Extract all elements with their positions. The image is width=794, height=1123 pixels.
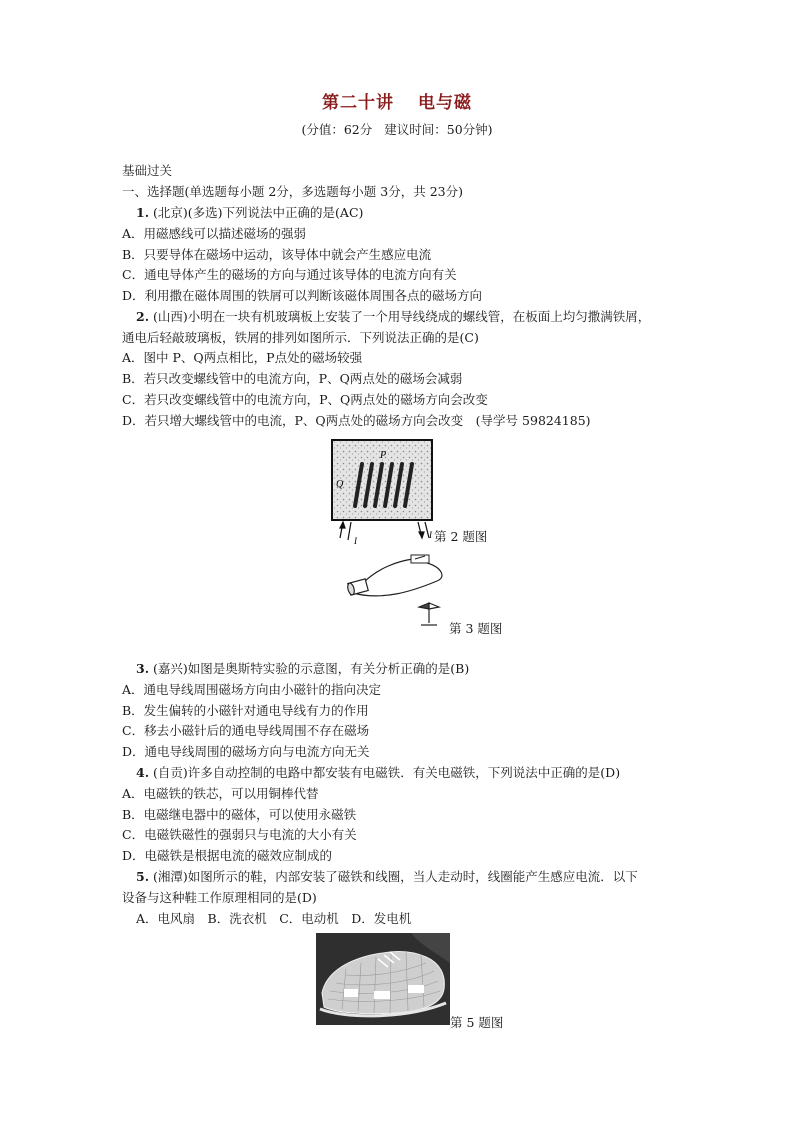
q1-option-d: D．利用撒在磁体周围的铁屑可以判断该磁体周围各点的磁场方向	[122, 288, 483, 303]
magnet-insert	[344, 989, 358, 997]
question-text: (自贡)许多自动控制的电路中都安装有电磁铁．有关电磁铁，下列说法中正确的是(D)	[153, 765, 621, 780]
q3-option-d: D．通电导线周围的磁场方向与电流方向无关	[122, 744, 370, 759]
question-5-stem-line2: 设备与这种鞋工作原理相同的是(D)	[122, 890, 317, 905]
q3-option-c: C．移去小磁针后的通电导线周围不存在磁场	[122, 723, 370, 738]
question-text: (北京)(多选)下列说法中正确的是(AC)	[153, 205, 364, 220]
coil-insert	[374, 991, 390, 999]
question-4-stem	[136, 764, 620, 782]
q5-options: A．电风扇 B．洗衣机 C．电动机 D．发电机	[136, 911, 412, 926]
figure-2-caption: 第 2 题图	[434, 529, 488, 544]
question-text: (山西)小明在一块有机玻璃板上安装了一个用导线绕成的螺线管，在板面上均匀撒满铁屑，	[153, 309, 651, 324]
question-2-stem-line1	[136, 308, 650, 326]
magnetic-needle	[419, 603, 439, 625]
switch	[411, 555, 429, 563]
q4-option-a: A．电磁铁的铁芯，可以用铜棒代替	[122, 786, 319, 801]
q2-option-b: B．若只改变螺线管中的电流方向，P、Q两点处的磁场会减弱	[122, 371, 463, 386]
current-label-right: I	[429, 530, 432, 540]
q3-option-a: A．通电导线周围磁场方向由小磁针的指向决定	[122, 682, 382, 697]
q2-option-c: C．若只改变螺线管中的电流方向，P、Q两点处的磁场方向会改变	[122, 392, 488, 407]
q4-option-c: C．电磁铁磁性的强弱只与电流的大小有关	[122, 827, 357, 842]
page-title	[0, 88, 794, 113]
question-number: 4.	[136, 765, 150, 780]
time-info: 建议时间：50分钟)	[384, 122, 493, 137]
question-number: 1.	[136, 205, 150, 220]
figure-5-caption: 第 5 题图	[450, 1015, 504, 1030]
figure-3-caption: 第 3 题图	[449, 621, 503, 636]
magnetic-shoe-figure	[316, 933, 450, 1025]
point-p-label: P	[380, 450, 387, 461]
magnet-insert-rear	[408, 985, 424, 993]
question-3-stem	[136, 660, 469, 678]
question-5-stem-line1	[136, 868, 638, 886]
question-text: (湘潭)如图所示的鞋，内部安装了磁铁和线圈，当人走动时，线圈能产生感应电流．以下	[153, 869, 638, 884]
question-number: 5.	[136, 869, 150, 884]
question-1-stem	[136, 204, 363, 222]
question-number: 3.	[136, 661, 150, 676]
section-heading: 一、选择题(单选题每小题 2分，多选题每小题 3分，共 23分)	[122, 184, 463, 199]
q1-option-b: B．只要导体在磁场中运动，该导体中就会产生感应电流	[122, 247, 432, 262]
current-label-left: I	[354, 536, 357, 546]
q2-option-a: A．图中 P、Q两点相比，P点处的磁场较强	[122, 350, 363, 365]
q4-option-d: D．电磁铁是根据电流的磁效应制成的	[122, 848, 333, 863]
battery	[347, 579, 369, 596]
solenoid-iron-filings-figure	[330, 438, 435, 548]
lecture-number: 第二十讲	[322, 93, 394, 113]
score-time-info	[0, 120, 794, 138]
question-text: (嘉兴)如图是奥斯特实验的示意图，有关分析正确的是(B)	[153, 661, 470, 676]
point-q-label: Q	[336, 479, 344, 490]
q1-option-c: C．通电导体产生的磁场的方向与通过该导体的电流方向有关	[122, 267, 457, 282]
question-2-stem-line2: 通电后轻敲玻璃板，铁屑的排列如图所示．下列说法正确的是(C)	[122, 330, 479, 345]
q4-option-b: B．电磁继电器中的磁体，可以使用永磁铁	[122, 807, 357, 822]
section-name: 基础过关	[122, 163, 173, 178]
question-number: 2.	[136, 309, 150, 324]
lecture-topic: 电与磁	[418, 93, 472, 113]
q2-option-d: D．若只增大螺线管中的电流，P、Q两点处的磁场方向会改变 (导学号 59824185)	[122, 413, 591, 428]
q3-option-b: B．发生偏转的小磁针对通电导线有力的作用	[122, 703, 369, 718]
oersted-experiment-figure	[343, 553, 453, 633]
q1-option-a: A．用磁感线可以描述磁场的强弱	[122, 226, 307, 241]
score-info: (分值：62分	[301, 122, 373, 137]
